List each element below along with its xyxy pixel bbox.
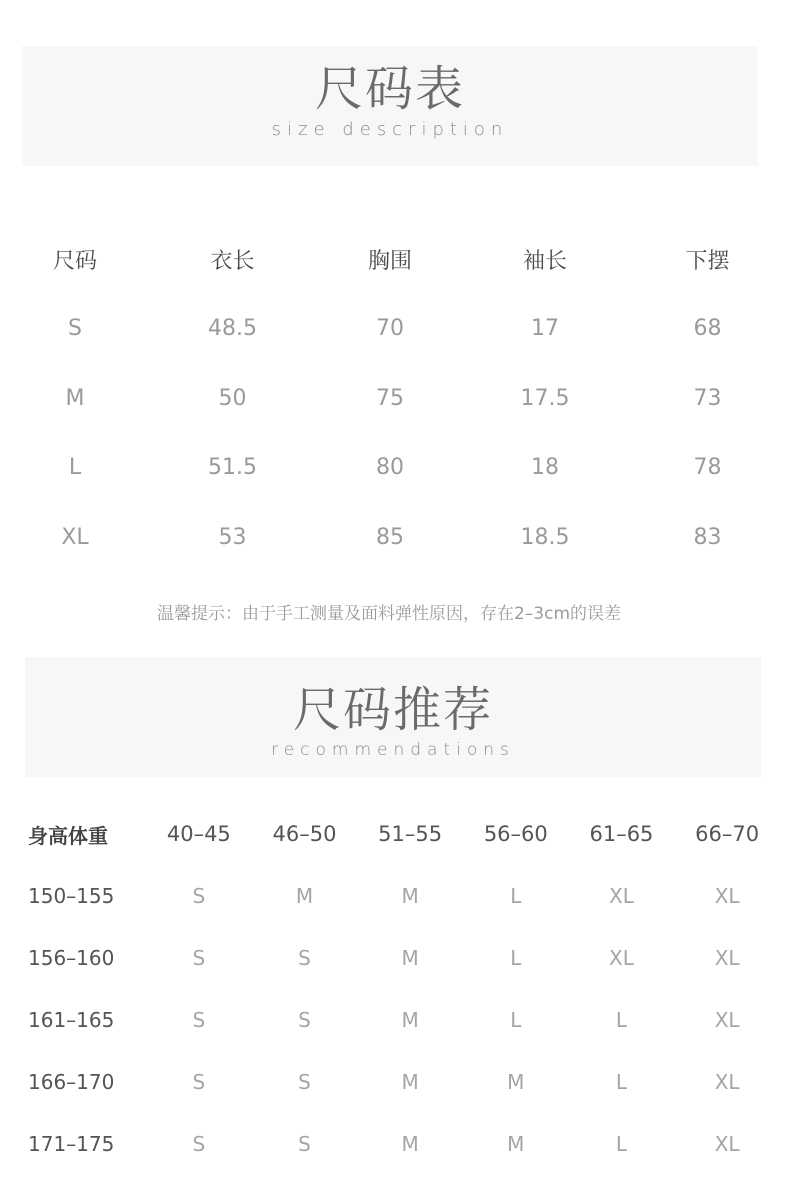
recommendations-banner — [25, 657, 761, 777]
size-cell: S — [192, 884, 206, 908]
size-cell: XL — [714, 1132, 740, 1156]
recommendations-header-row — [20, 803, 780, 865]
size-cell: XL — [609, 946, 634, 970]
size-cell: S — [192, 1008, 206, 1032]
size-chart-subtitle: size description — [271, 119, 509, 140]
size-cell: L — [615, 1132, 628, 1156]
table-row — [0, 433, 790, 503]
header-length: 衣长 — [210, 248, 255, 274]
height-range: 156–160 — [28, 946, 115, 970]
cell-chest: 80 — [376, 455, 404, 481]
height-range: 150–155 — [28, 884, 115, 908]
size-cell: M — [507, 1132, 525, 1156]
size-cell: XL — [714, 884, 740, 908]
table-row — [0, 294, 790, 364]
size-cell: M — [507, 1070, 525, 1094]
size-cell: M — [401, 1132, 419, 1156]
table-row — [20, 865, 780, 927]
size-cell: S — [298, 1132, 311, 1156]
table-row — [0, 503, 790, 573]
cell-length: 48.5 — [208, 316, 257, 342]
recommendations-title: 尺码推荐 — [292, 682, 493, 738]
size-cell: L — [615, 1008, 628, 1032]
cell-size: L — [68, 455, 82, 481]
size-cell: S — [298, 1008, 311, 1032]
header-weight-range: 66–70 — [695, 822, 760, 846]
size-cell: XL — [714, 1008, 740, 1032]
size-cell: XL — [609, 884, 634, 908]
size-cell: M — [401, 1008, 419, 1032]
size-cell: XL — [714, 946, 740, 970]
size-cell: S — [298, 946, 311, 970]
size-chart-table — [0, 224, 790, 572]
cell-size: S — [68, 316, 82, 342]
size-cell: M — [295, 884, 314, 908]
cell-chest: 85 — [376, 524, 404, 550]
height-range: 171–175 — [28, 1132, 115, 1156]
cell-chest: 70 — [376, 316, 404, 342]
size-cell: S — [192, 1070, 206, 1094]
cell-chest: 75 — [376, 385, 404, 411]
size-cell: M — [401, 884, 419, 908]
header-weight-range: 56–60 — [483, 822, 548, 846]
header-sleeve: 袖长 — [522, 248, 567, 274]
recommendations-subtitle: recommendations — [271, 740, 515, 760]
cell-size: XL — [61, 524, 89, 550]
cell-sleeve: 18.5 — [520, 524, 570, 550]
cell-size: M — [65, 385, 85, 411]
cell-sleeve: 18 — [531, 455, 559, 481]
header-chest: 胸围 — [367, 248, 412, 274]
cell-hem: 68 — [693, 316, 722, 342]
header-height-weight: 身高体重 — [28, 823, 108, 848]
table-row — [20, 1113, 780, 1175]
cell-length: 50 — [218, 385, 247, 411]
size-cell: S — [298, 1070, 311, 1094]
header-weight-range: 51–55 — [378, 822, 443, 846]
size-cell: L — [510, 946, 522, 970]
cell-sleeve: 17.5 — [520, 385, 570, 411]
header-weight-range: 61–65 — [589, 822, 654, 846]
table-row — [0, 364, 790, 434]
size-cell: L — [510, 884, 522, 908]
height-range: 161–165 — [28, 1008, 115, 1032]
table-row — [20, 989, 780, 1051]
recommendations-table — [20, 803, 780, 1175]
table-row — [20, 927, 780, 989]
size-cell: L — [615, 1070, 628, 1094]
height-range: 166–170 — [28, 1070, 115, 1094]
cell-hem: 73 — [693, 385, 722, 411]
cell-hem: 83 — [693, 524, 722, 550]
cell-hem: 78 — [693, 455, 722, 481]
size-cell: M — [401, 1070, 419, 1094]
measurement-note: 温馨提示：由于手工测量及面料弹性原因，存在2–3cm的误差 — [156, 604, 622, 624]
cell-length: 51.5 — [208, 455, 257, 481]
size-cell: L — [510, 1008, 522, 1032]
header-weight-range: 40–45 — [166, 822, 231, 846]
header-size: 尺码 — [52, 248, 97, 274]
size-cell: XL — [714, 1070, 740, 1094]
size-cell: S — [192, 946, 206, 970]
size-cell: S — [192, 1132, 206, 1156]
size-cell: M — [401, 946, 419, 970]
size-chart-banner — [22, 46, 758, 166]
size-chart-header-row — [0, 224, 790, 294]
size-chart-title: 尺码表 — [314, 61, 465, 117]
table-row — [20, 1051, 780, 1113]
cell-length: 53 — [218, 524, 247, 550]
header-weight-range: 46–50 — [272, 822, 337, 846]
header-hem: 下摆 — [685, 248, 730, 274]
cell-sleeve: 17 — [531, 316, 559, 342]
